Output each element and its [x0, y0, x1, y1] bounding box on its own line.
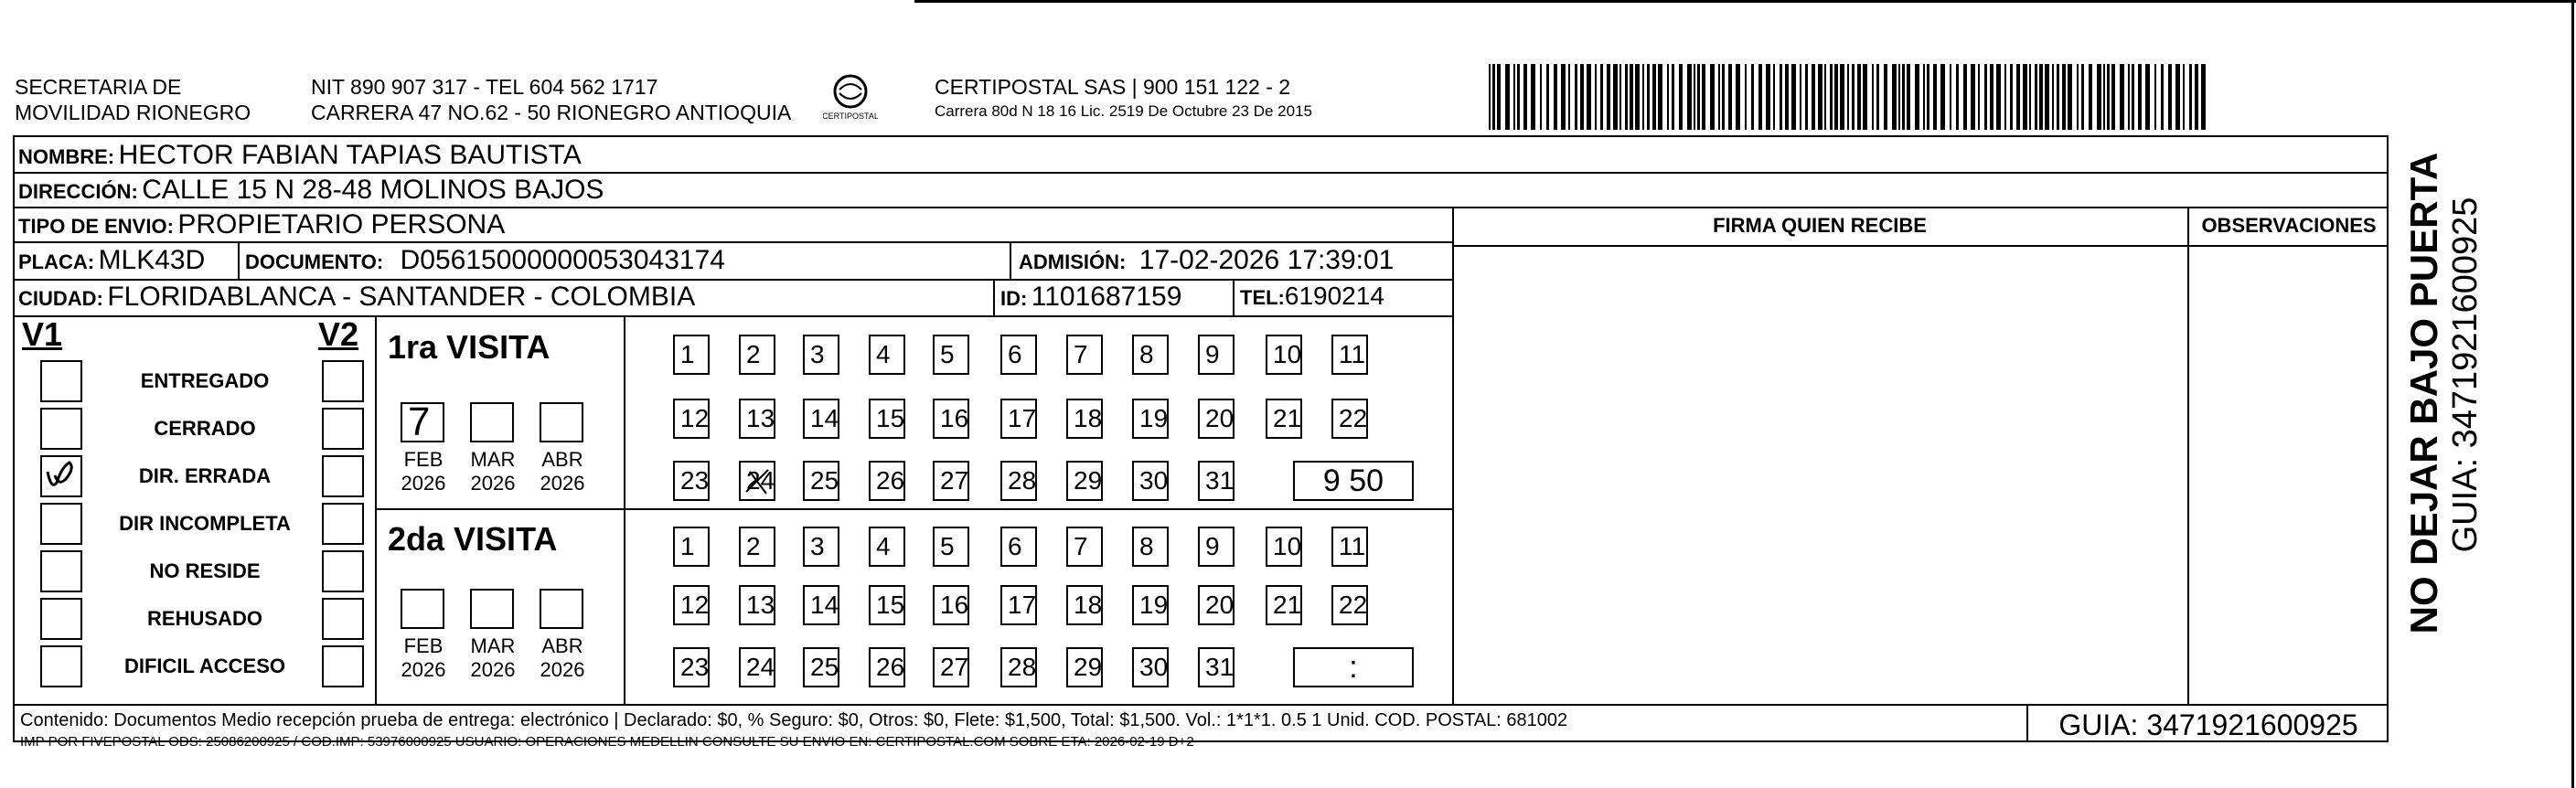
barcode-bar [2128, 64, 2130, 130]
v1-checkbox[interactable] [40, 503, 82, 545]
day-box-29[interactable]: 29 [1066, 461, 1103, 501]
barcode-bar [2045, 64, 2049, 130]
barcode-bar [1489, 64, 1491, 130]
month-checkbox-mar[interactable] [470, 402, 514, 442]
barcode-bar [1679, 64, 1683, 130]
v1-checkbox[interactable] [40, 645, 82, 687]
v1-checkbox[interactable] [40, 408, 82, 450]
tipo-row [18, 209, 505, 240]
barcode-bar [1923, 64, 1925, 130]
side-guia-panel [2442, 137, 2487, 612]
v2-label: V2 [318, 315, 359, 353]
day-box-31[interactable]: 31 [1198, 647, 1235, 687]
status-label: DIFICIL ACCESO [123, 655, 285, 677]
day-box-16[interactable]: 16 [933, 585, 969, 625]
barcode-bar [1687, 64, 1692, 130]
documento-cell [245, 245, 725, 276]
day-box-2[interactable]: 2 [739, 527, 775, 567]
barcode-bar [2138, 64, 2142, 130]
barcode-bar [1785, 64, 1789, 130]
barcode-bar [1497, 64, 1501, 130]
barcode-bar [1658, 64, 1662, 130]
day-box-31[interactable]: 31 [1198, 461, 1235, 501]
barcode-bar [1927, 64, 1929, 130]
barcode-bar [1607, 64, 1610, 130]
day-box-10[interactable]: 10 [1266, 335, 1302, 375]
barcode-bar [2097, 64, 2101, 130]
barcode-bar [1812, 64, 1815, 130]
id-cell [1000, 282, 1181, 313]
barcode-bar [2120, 64, 2124, 130]
v2-checkbox[interactable] [322, 408, 364, 450]
barcode-bar [1818, 64, 1822, 130]
barcode-bar [1766, 64, 1770, 130]
day-box-12[interactable]: 12 [673, 399, 710, 439]
day-box-5[interactable]: 5 [933, 335, 969, 375]
certipostal-logo [823, 71, 878, 124]
barcode-bar [1956, 64, 1959, 130]
tipo-label: TIPO DE ENVIO: [18, 215, 174, 238]
firma-header: FIRMA QUIEN RECIBE [1713, 214, 1927, 237]
id-value: 1101687159 [1031, 282, 1182, 312]
v2-checkbox[interactable] [322, 550, 364, 592]
barcode-bar [1996, 64, 2001, 130]
admision-label: ADMISIÓN: [1019, 250, 1127, 273]
barcode-bar [1840, 64, 1844, 130]
barcode-bar [1830, 64, 1833, 130]
col-divider [1452, 207, 1454, 704]
v1-label: V1 [22, 315, 63, 353]
day-box-19[interactable]: 19 [1132, 585, 1169, 625]
handwritten-month-mark: 7 [408, 399, 431, 444]
day-box-2[interactable]: 2 [739, 335, 775, 375]
no-dejar-warning: NO DEJAR BAJO PUERTA [2402, 152, 2445, 634]
month-label: ABR [541, 448, 583, 471]
col-divider [993, 279, 995, 315]
day-box-8[interactable]: 8 [1132, 527, 1169, 567]
day-box-9[interactable]: 9 [1198, 527, 1235, 567]
barcode-bar [1758, 64, 1762, 130]
barcode-bar [1892, 64, 1897, 130]
month-label: MAR [470, 634, 516, 657]
barcode-bar [1984, 64, 1987, 130]
barcode-bar [1710, 64, 1715, 130]
barcode-bar [1600, 64, 1603, 130]
barcode-bar [2183, 64, 2185, 130]
status-label: NO RESIDE [149, 559, 261, 582]
day-box-23[interactable]: 23 [673, 647, 710, 687]
barcode-bar [1902, 64, 1905, 130]
col-divider [375, 315, 377, 704]
day-box-26[interactable]: 26 [869, 461, 905, 501]
day-box-18[interactable]: 18 [1066, 585, 1103, 625]
barcode-bar [2029, 64, 2031, 130]
day-box-4[interactable]: 4 [869, 335, 905, 375]
ciudad-cell [18, 282, 695, 313]
barcode-bar [1722, 64, 1725, 130]
barcode-bar [1575, 64, 1577, 130]
barcode-bar [1505, 64, 1510, 130]
barcode-bar [1800, 64, 1801, 130]
barcode-bar [1718, 64, 1720, 130]
day-box-13[interactable]: 13 [739, 399, 775, 439]
barcode-bar [1963, 64, 1967, 130]
barcode-bar [1852, 64, 1855, 130]
year-label: 2026 [470, 472, 516, 495]
handwritten-check-mark [42, 457, 80, 495]
v2-checkbox[interactable] [322, 360, 364, 402]
barcode-bar [1834, 64, 1838, 130]
month-checkbox-mar[interactable] [470, 589, 514, 629]
col-divider [238, 241, 240, 279]
day-box-1[interactable]: 1 [673, 335, 710, 375]
issuer-line-2: MOVILIDAD RIONEGRO [15, 101, 251, 124]
barcode-bar [1652, 64, 1656, 130]
status-label: REHUSADO [147, 607, 262, 630]
id-label: ID: [1000, 287, 1028, 310]
v1-checkbox[interactable] [40, 455, 82, 497]
barcode-bar [1773, 64, 1775, 130]
year-label: 2026 [401, 658, 446, 681]
day-box-14[interactable]: 14 [803, 585, 839, 625]
barcode-bar [1647, 64, 1650, 130]
month-label: FEB [403, 448, 444, 471]
nombre-row [18, 140, 582, 171]
day-box-4[interactable]: 4 [869, 527, 905, 567]
status-label: DIR INCOMPLETA [119, 512, 291, 535]
side-guia: GUIA: 3471921600925 [2446, 197, 2485, 553]
year-label: 2026 [540, 658, 585, 681]
barcode-bar [1697, 64, 1700, 130]
barcode-bar [2168, 64, 2172, 130]
barcode-bar [1492, 64, 1495, 130]
time-box[interactable]: : [1293, 647, 1414, 687]
tel-label: TEL: [1240, 286, 1285, 309]
barcode-bar [1728, 64, 1732, 130]
day-box-5[interactable]: 5 [933, 527, 969, 567]
barcode-bar [2145, 64, 2150, 130]
month-label: ABR [541, 634, 583, 657]
visit-divider [375, 508, 1452, 510]
day-box-28[interactable]: 28 [1000, 461, 1037, 501]
barcode-bar [2195, 64, 2198, 130]
barcode-bar [1933, 64, 1937, 130]
barcode-bar [1751, 64, 1754, 130]
row-divider [13, 315, 1452, 317]
barcode-bar [1915, 64, 1919, 130]
day-box-7[interactable]: 7 [1066, 527, 1103, 567]
barcode-bar [2089, 64, 2092, 130]
row-divider [13, 207, 2389, 208]
day-box-7[interactable]: 7 [1066, 335, 1103, 375]
month-label: MAR [470, 448, 516, 471]
barcode-bar [1568, 64, 1570, 130]
top-edge-line [914, 0, 2576, 3]
issuer-line-1: SECRETARIA DE [15, 75, 182, 99]
direccion-value: CALLE 15 N 28-48 MOLINOS BAJOS [142, 175, 604, 205]
time-box[interactable]: 9 50 [1293, 461, 1414, 501]
tipo-value: PROPIETARIO PERSONA [177, 209, 506, 240]
day-box-21[interactable]: 21 [1266, 399, 1302, 439]
barcode-bar [2081, 64, 2084, 130]
day-box-20[interactable]: 20 [1198, 585, 1235, 625]
v1-checkbox[interactable] [40, 550, 82, 592]
placa-label: PLACA: [18, 250, 95, 273]
barcode-bar [1672, 64, 1674, 130]
barcode-bar [1978, 64, 1980, 130]
day-box-12[interactable]: 12 [673, 585, 710, 625]
day-box-18[interactable]: 18 [1066, 399, 1103, 439]
barcode-bar [1540, 64, 1542, 130]
barcode-bar [1630, 64, 1633, 130]
day-box-8[interactable]: 8 [1132, 335, 1169, 375]
direccion-row [18, 175, 604, 206]
barcode-bar [2052, 64, 2054, 130]
barcode-bar [1694, 64, 1695, 130]
v1-checkbox[interactable] [40, 598, 82, 640]
barcode [1489, 64, 2213, 130]
barcode-bar [1780, 64, 1782, 130]
barcode-bar [1667, 64, 1669, 130]
col-divider [2187, 207, 2189, 704]
barcode-bar [2161, 64, 2164, 130]
day-box-25[interactable]: 25 [803, 461, 839, 501]
barcode-bar [1613, 64, 1618, 130]
ciudad-label: CIUDAD: [18, 287, 103, 310]
barcode-bar [1791, 64, 1796, 130]
barcode-bar [1876, 64, 1879, 130]
day-box-15[interactable]: 15 [869, 585, 905, 625]
v2-checkbox[interactable] [322, 645, 364, 687]
day-box-24[interactable]: 24 [739, 461, 775, 501]
barcode-bar [1847, 64, 1849, 130]
footer-guia: GUIA: 3471921600925 [2058, 708, 2358, 741]
nombre-label: NOMBRE: [18, 145, 115, 168]
v2-checkbox[interactable] [322, 503, 364, 545]
documento-value: D05615000000053043174 [400, 245, 725, 275]
barcode-bar [2189, 64, 2192, 130]
direccion-label: DIRECCIÓN: [18, 180, 138, 203]
barcode-bar [2201, 64, 2206, 130]
day-box-3[interactable]: 3 [803, 527, 839, 567]
handwritten-day-mark [743, 464, 774, 499]
logo-text: CERTIPOSTAL [823, 112, 878, 121]
barcode-bar [1546, 64, 1549, 130]
day-box-17[interactable]: 17 [1000, 585, 1037, 625]
status-label: DIR. ERRADA [138, 464, 272, 487]
day-box-14[interactable]: 14 [803, 399, 839, 439]
tel-cell [1240, 282, 1384, 311]
row-divider [13, 241, 1452, 243]
barcode-bar [1587, 64, 1591, 130]
barcode-bar [1857, 64, 1861, 130]
barcode-bar [2062, 64, 2066, 130]
month-checkbox-feb[interactable] [401, 399, 444, 444]
barcode-bar [2039, 64, 2043, 130]
barcode-bar [1863, 64, 1867, 130]
day-box-16[interactable]: 16 [933, 399, 969, 439]
ciudad-value: FLORIDABLANCA - SANTANDER - COLOMBIA [107, 282, 696, 312]
license-line: Carrera 80d N 18 16 Lic. 2519 De Octubre 23 De 2015 [935, 102, 1312, 120]
status-label: CERRADO [154, 417, 256, 440]
status-label: ENTREGADO [140, 369, 270, 392]
day-box-20[interactable]: 20 [1198, 399, 1235, 439]
barcode-bar [1561, 64, 1566, 130]
day-box-29[interactable]: 29 [1066, 647, 1103, 687]
day-box-23[interactable]: 23 [673, 461, 710, 501]
barcode-bar [2016, 64, 2020, 130]
day-box-22[interactable]: 22 [1331, 585, 1368, 625]
barcode-bar [2175, 64, 2180, 130]
month-checkbox-abr[interactable] [540, 589, 583, 629]
day-box-15[interactable]: 15 [869, 399, 905, 439]
day-box-11[interactable]: 11 [1331, 527, 1368, 567]
col-divider [1233, 279, 1235, 315]
barcode-bar [2154, 64, 2156, 130]
nombre-value: HECTOR FABIAN TAPIAS BAUTISTA [118, 140, 582, 170]
admision-value: 17-02-2026 17:39:01 [1138, 245, 1395, 275]
barcode-bar [1990, 64, 1993, 130]
barcode-bar [2103, 64, 2105, 130]
barcode-bar [1642, 64, 1644, 130]
day-box-19[interactable]: 19 [1132, 399, 1169, 439]
address-line: CARRERA 47 NO.62 - 50 RIONEGRO ANTIOQUIA [311, 101, 792, 124]
barcode-bar [2010, 64, 2013, 130]
placa-value: MLK43D [98, 245, 206, 275]
imp-line: IMP POR FIVEPOSTAL ODS: 25086200925 / COD.IMP: 53976000925 USUARIO: OPERACIONES MEDELLIN CONSULTE SU ENVIO EN: CERTIPOSTAL.COM SOBRE ETA: 2026-02-19 D+2 [20, 734, 1194, 750]
row-divider [13, 279, 1452, 281]
barcode-bar [1971, 64, 1975, 130]
year-label: 2026 [401, 472, 446, 495]
contenido-line: Contenido: Documentos Medio recepción prueba de entrega: electrónico | Declarado: $0, % Seguro: $0, Otros: $0, Flete: $1,500, Total: $1,500. Vol.: 1*1*1. 0.5 1 Unid. COD. POSTAL: 681002 [20, 710, 1568, 730]
day-box-27[interactable]: 27 [933, 647, 969, 687]
barcode-bar [1619, 64, 1621, 130]
barcode-bar [2057, 64, 2059, 130]
year-label: 2026 [540, 472, 585, 495]
barcode-bar [2132, 64, 2134, 130]
barcode-bar [2004, 64, 2006, 130]
day-box-1[interactable]: 1 [673, 527, 710, 567]
day-box-25[interactable]: 25 [803, 647, 839, 687]
barcode-bar [1580, 64, 1584, 130]
company-line: CERTIPOSTAL SAS | 900 151 122 - 2 [935, 75, 1291, 99]
barcode-bar [2068, 64, 2072, 130]
barcode-bar [1595, 64, 1597, 130]
barcode-bar [1940, 64, 1945, 130]
barcode-bar [1736, 64, 1740, 130]
barcode-bar [1950, 64, 1951, 130]
observaciones-header: OBSERVACIONES [2201, 214, 2377, 237]
documento-label: DOCUMENTO: [245, 250, 384, 273]
barcode-bar [2077, 64, 2079, 130]
right-edge-line [2571, 0, 2574, 788]
month-checkbox-feb[interactable] [401, 589, 444, 629]
barcode-bar [1884, 64, 1887, 130]
day-box-26[interactable]: 26 [869, 647, 905, 687]
barcode-bar [2035, 64, 2037, 130]
row-divider [1452, 245, 2389, 247]
day-box-21[interactable]: 21 [1266, 585, 1302, 625]
barcode-bar [1907, 64, 1910, 130]
barcode-bar [2107, 64, 2110, 130]
placa-cell [18, 245, 205, 276]
col-divider [1010, 241, 1011, 279]
day-box-10[interactable]: 10 [1266, 527, 1302, 567]
footer-divider [13, 704, 2389, 706]
barcode-bar [1824, 64, 1826, 130]
nit-line: NIT 890 907 317 - TEL 604 562 1717 [311, 75, 658, 99]
day-box-22[interactable]: 22 [1331, 399, 1368, 439]
day-box-30[interactable]: 30 [1132, 461, 1169, 501]
barcode-bar [2023, 64, 2027, 130]
barcode-bar [1872, 64, 1874, 130]
month-checkbox-abr[interactable] [540, 402, 583, 442]
day-box-28[interactable]: 28 [1000, 647, 1037, 687]
year-label: 2026 [470, 658, 516, 681]
barcode-bar [1531, 64, 1535, 130]
barcode-bar [1523, 64, 1527, 130]
barcode-bar [1517, 64, 1520, 130]
day-box-13[interactable]: 13 [739, 585, 775, 625]
barcode-bar [2111, 64, 2115, 130]
v2-checkbox[interactable] [322, 598, 364, 640]
day-box-3[interactable]: 3 [803, 335, 839, 375]
row-divider [13, 172, 2389, 174]
admision-cell [1019, 245, 1394, 276]
day-box-6[interactable]: 6 [1000, 335, 1037, 375]
tel-value: 6190214 [1284, 282, 1384, 310]
barcode-bar [1635, 64, 1640, 130]
day-box-24[interactable]: 24 [739, 647, 775, 687]
barcode-bar [1702, 64, 1705, 130]
day-box-17[interactable]: 17 [1000, 399, 1037, 439]
first-visit-title: 1ra VISITA [388, 328, 550, 366]
day-box-9[interactable]: 9 [1198, 335, 1235, 375]
second-visit-title: 2da VISITA [388, 520, 558, 558]
barcode-bar [1625, 64, 1628, 130]
month-label: FEB [403, 634, 444, 657]
day-box-11[interactable]: 11 [1331, 335, 1368, 375]
barcode-bar [1513, 64, 1515, 130]
v2-checkbox[interactable] [322, 455, 364, 497]
day-box-27[interactable]: 27 [933, 461, 969, 501]
v1-checkbox[interactable] [40, 360, 82, 402]
barcode-bar [1554, 64, 1557, 130]
barcode-bar [1745, 64, 1747, 130]
barcode-bar [1805, 64, 1808, 130]
col-divider [624, 315, 625, 704]
barcode-bar [1898, 64, 1900, 130]
day-box-30[interactable]: 30 [1132, 647, 1169, 687]
day-box-6[interactable]: 6 [1000, 527, 1037, 567]
